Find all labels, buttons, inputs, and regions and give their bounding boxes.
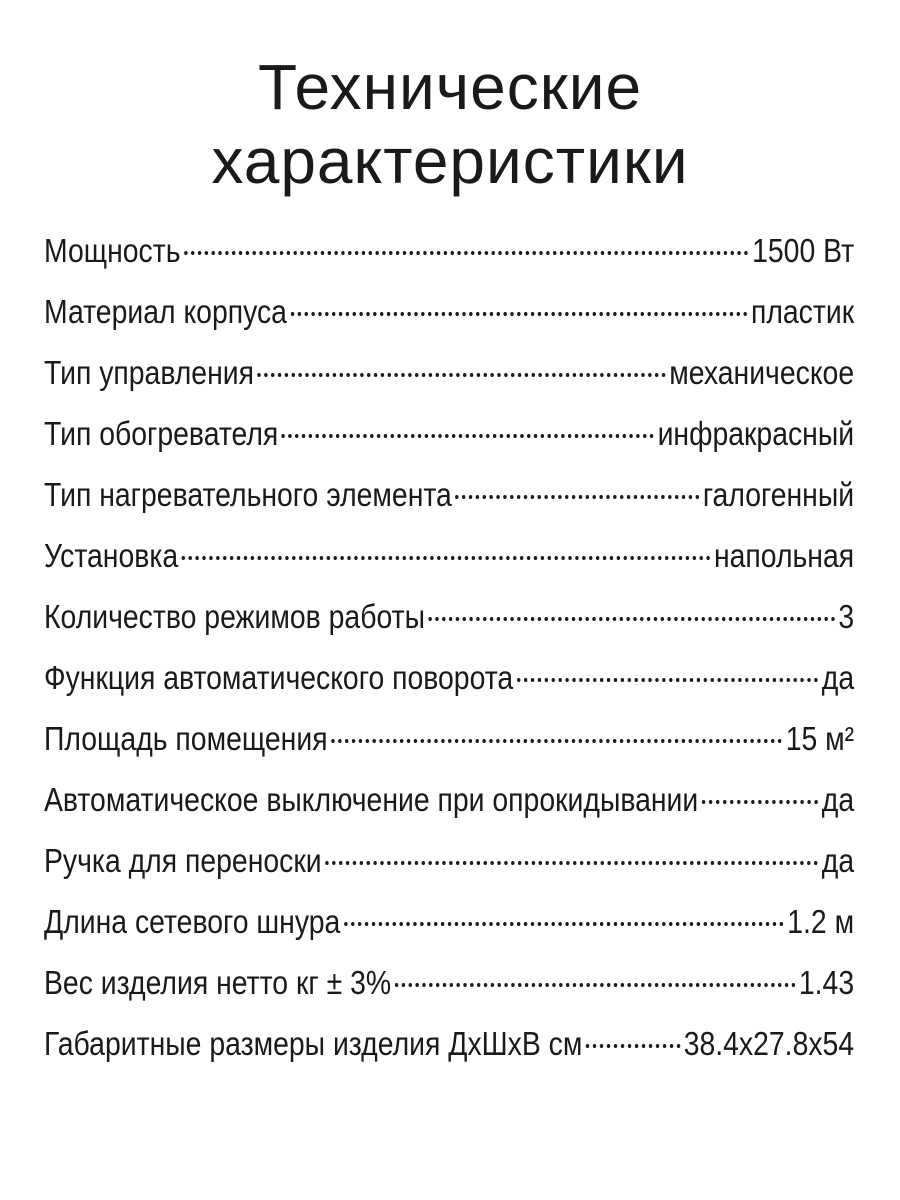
- dot-leader: [702, 800, 819, 804]
- spec-row-power: [44, 232, 854, 293]
- spec-label: Тип нагревательного элемента: [44, 476, 452, 513]
- spec-value: инфракрасный: [657, 415, 855, 452]
- spec-value: механическое: [669, 354, 855, 391]
- spec-row-heater-type: [44, 415, 854, 476]
- spec-label: Длина сетевого шнура: [44, 903, 341, 940]
- page-title-line-2: характеристики: [211, 125, 689, 197]
- dot-leader: [586, 1044, 680, 1048]
- dot-leader: [517, 678, 819, 682]
- spec-value: галогенный: [702, 476, 855, 513]
- dot-leader: [182, 556, 711, 560]
- spec-label: Вес изделия нетто кг ± 3%: [44, 964, 392, 1001]
- dot-leader: [290, 312, 747, 316]
- spec-row-cord-length: [44, 903, 854, 964]
- spec-label: Тип управления: [44, 354, 254, 391]
- spec-row-installation: [44, 537, 854, 598]
- spec-value: да: [821, 659, 855, 696]
- spec-value: напольная: [713, 537, 855, 574]
- spec-value: 1500 Вт: [752, 232, 855, 269]
- page-title: [0, 50, 900, 198]
- spec-list: [44, 232, 854, 1086]
- spec-value: 38.4x27.8x54: [683, 1025, 855, 1062]
- spec-value: 15 м²: [785, 720, 855, 757]
- dot-leader: [428, 617, 834, 621]
- spec-label: Тип обогревателя: [44, 415, 279, 452]
- dot-leader: [257, 373, 665, 377]
- page-title-line-1: Технические: [257, 51, 643, 123]
- spec-value: 3: [838, 598, 855, 635]
- spec-label: Автоматическое выключение при опрокидывании: [44, 781, 699, 818]
- spec-row-dimensions: [44, 1025, 854, 1086]
- spec-value: да: [821, 842, 855, 879]
- spec-value: 1.43: [798, 964, 855, 1001]
- spec-row-net-weight: [44, 964, 854, 1025]
- spec-row-tip-over-shutoff: [44, 781, 854, 842]
- spec-label: Габаритные размеры изделия ДхШхВ см: [44, 1025, 583, 1062]
- spec-label: Функция автоматического поворота: [44, 659, 514, 696]
- spec-row-body-material: [44, 293, 854, 354]
- spec-label: Мощность: [44, 232, 181, 269]
- spec-row-heating-element: [44, 476, 854, 537]
- dot-leader: [282, 434, 654, 438]
- spec-value: 1.2 м: [787, 903, 855, 940]
- spec-label: Ручка для переноски: [44, 842, 322, 879]
- spec-value: да: [821, 781, 855, 818]
- spec-row-auto-rotation: [44, 659, 854, 720]
- spec-row-room-area: [44, 720, 854, 781]
- dot-leader: [184, 251, 749, 255]
- spec-label: Материал корпуса: [44, 293, 287, 330]
- dot-leader: [455, 495, 699, 499]
- spec-row-control-type: [44, 354, 854, 415]
- dot-leader: [325, 861, 818, 865]
- spec-value: пластик: [750, 293, 855, 330]
- spec-label: Количество режимов работы: [44, 598, 426, 635]
- dot-leader: [331, 739, 782, 743]
- spec-row-modes-count: [44, 598, 854, 659]
- dot-leader: [395, 983, 796, 987]
- spec-label: Установка: [44, 537, 179, 574]
- spec-label: Площадь помещения: [44, 720, 328, 757]
- spec-row-carry-handle: [44, 842, 854, 903]
- dot-leader: [344, 922, 784, 926]
